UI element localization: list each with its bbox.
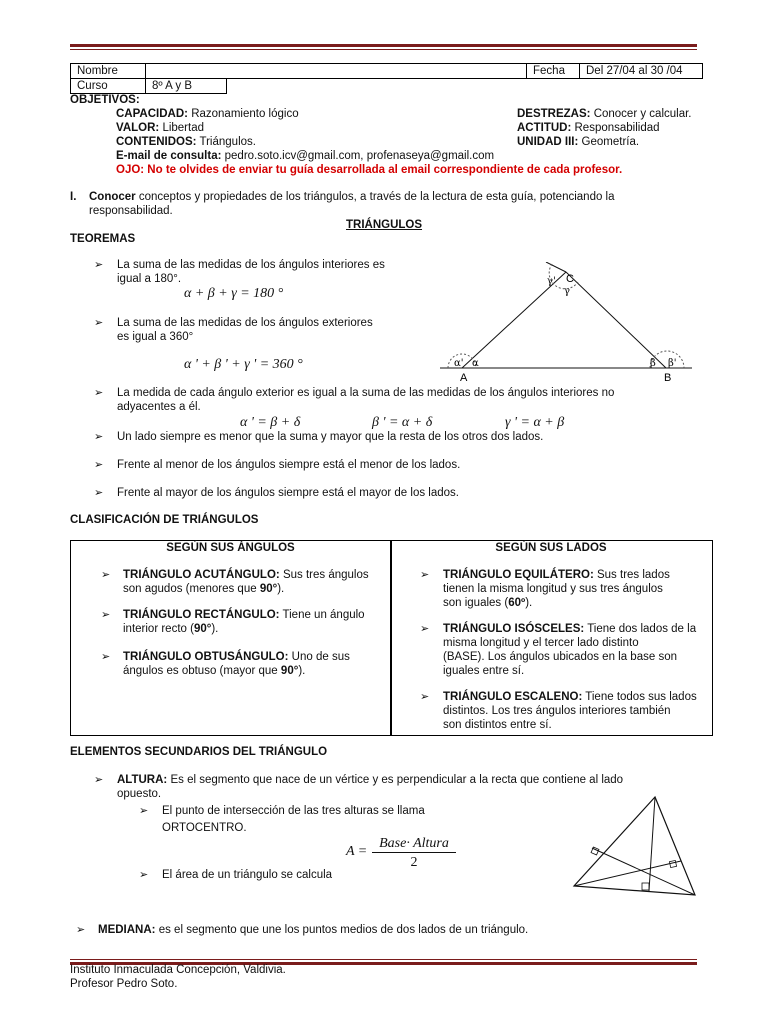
triangle-side-cb	[566, 272, 666, 368]
ortocentro-line1: El punto de intersección de las tres alturas se llama	[162, 805, 425, 817]
acutangulo-text2: son agudos (menores que	[123, 583, 257, 595]
teoremas-title: TEOREMAS	[70, 233, 136, 245]
nombre-label: Nombre	[71, 64, 146, 79]
altura-text: Es el segmento que nace de un vértice y es perpendicular a la recta que contiene al lado	[170, 774, 624, 786]
label-alpha: α	[472, 358, 479, 369]
teorema3-formula1: α ' = β + δ	[240, 415, 301, 430]
triangle-figure	[440, 262, 700, 382]
isosceles-label: TRIÁNGULO ISÓSCELES:	[443, 623, 585, 635]
label-gamma: γ	[564, 286, 570, 297]
obtusangulo-value: 90°	[280, 665, 299, 677]
equilatero-line2: tienen la misma longitud y sus tres ángulos	[443, 583, 663, 595]
intro-numeral: I.	[70, 191, 77, 203]
objetivos-title: OBJETIVOS:	[70, 94, 140, 106]
altitude-figure	[570, 793, 700, 903]
escaleno-text1: Tiene todos sus lados	[585, 691, 697, 703]
obtusangulo-label: TRIÁNGULO OBTUSÁNGULO:	[123, 651, 289, 663]
escaleno-line2: distintos. Los tres ángulos interiores también	[443, 705, 671, 717]
altura-label: ALTURA:	[117, 774, 168, 786]
email-label: E-mail de consulta:	[116, 150, 222, 162]
top-rule-thin	[70, 49, 697, 50]
intro-bold: Conocer	[89, 191, 136, 203]
area-denominator: 2	[410, 855, 418, 870]
bullet-icon: ➢	[420, 691, 430, 703]
isosceles-line2: misma longitud y el tercer lado distinto	[443, 637, 639, 649]
bullet-icon: ➢	[420, 623, 430, 635]
acutangulo-line1	[123, 569, 369, 581]
obtusangulo-text1: Uno de sus	[291, 651, 350, 663]
rectangulo-value: 90°	[193, 623, 212, 635]
area-lhs: A =	[346, 844, 368, 859]
altitude-line-2	[574, 861, 681, 886]
intro-text: conceptos y propiedades de los triángulos, a través de la lectura de esta guía, potenciando la	[138, 191, 615, 203]
mediana-line	[98, 924, 528, 936]
bullet-icon: ➢	[139, 869, 149, 881]
contenidos-value: Triángulos.	[199, 136, 256, 148]
label-gamma-ext: γ'	[547, 276, 556, 287]
right-angle-mark-2	[669, 860, 676, 867]
teorema2-formula: α ' + β ' + γ ' = 360 °	[184, 357, 303, 372]
rectangulo-text2: interior recto (	[123, 623, 194, 635]
clasificacion-title: CLASIFICACIÓN DE TRIÁNGULOS	[70, 514, 259, 526]
bullet-icon: ➢	[94, 774, 104, 786]
obtusangulo-line2	[123, 665, 305, 677]
destrezas-label: DESTREZAS:	[517, 108, 591, 120]
curso-table	[70, 78, 227, 94]
section-title: TRIÁNGULOS	[346, 219, 423, 231]
label-alpha-ext: α'	[454, 358, 464, 369]
bullet-icon: ➢	[101, 651, 111, 663]
contenidos	[116, 136, 256, 148]
rectangulo-line2	[123, 623, 218, 635]
isosceles-line1	[443, 623, 696, 635]
bullet-icon: ➢	[94, 487, 104, 499]
unidad-label: UNIDAD III:	[517, 136, 579, 148]
intro-line2: responsabilidad.	[89, 205, 173, 217]
actitud-value: Responsabilidad	[574, 122, 660, 134]
top-rule-thick	[70, 44, 697, 47]
email	[116, 150, 494, 162]
email-value[interactable]: pedro.soto.icv@gmail.com, profenaseya@gmail.com	[224, 150, 495, 162]
label-beta: β	[650, 358, 656, 369]
curso-value: 8º A y B	[146, 79, 227, 94]
teorema5: Frente al menor de los ángulos siempre está el menor de los lados.	[117, 459, 461, 471]
bullet-icon: ➢	[420, 569, 430, 581]
altitude-line-1	[649, 797, 655, 891]
intro-line1	[89, 191, 615, 203]
rectangulo-line1	[123, 609, 365, 621]
mediana-label: MEDIANA:	[98, 924, 156, 936]
bullet-icon: ➢	[101, 569, 111, 581]
label-beta-ext: β'	[668, 358, 677, 369]
acutangulo-label: TRIÁNGULO ACUTÁNGULO:	[123, 569, 280, 581]
footer-rule-thin	[70, 959, 697, 960]
teorema3-formula2: β ' = α + δ	[372, 415, 433, 430]
obtusangulo-text2: ángulos es obtuso (mayor que	[123, 665, 278, 677]
rectangulo-label: TRIÁNGULO RECTÁNGULO:	[123, 609, 280, 621]
unidad-value: Geometría.	[581, 136, 640, 148]
altitude-triangle	[574, 797, 695, 895]
curso-label: Curso	[71, 79, 146, 94]
bullet-icon: ➢	[76, 924, 86, 936]
footer-line2: Profesor Pedro Soto.	[70, 978, 178, 990]
acutangulo-end: ).	[277, 583, 285, 595]
isosceles-line4: iguales entre sí.	[443, 665, 525, 677]
bullet-icon: ➢	[94, 459, 104, 471]
rectangulo-text1: Tiene un ángulo	[282, 609, 365, 621]
unidad	[517, 136, 639, 148]
bullet-icon: ➢	[101, 609, 111, 621]
label-c: C	[566, 273, 574, 285]
label-b: B	[664, 372, 672, 382]
acutangulo-value: 90°	[259, 583, 278, 595]
altura-line2: opuesto.	[117, 788, 162, 800]
label-a: A	[460, 372, 468, 382]
acutangulo-text1: Sus tres ángulos	[282, 569, 369, 581]
isosceles-line3: (BASE). Los ángulos ubicados en la base son	[443, 651, 677, 663]
rectangulo-end: ).	[211, 623, 219, 635]
fecha-label: Fecha	[527, 64, 580, 79]
capacidad	[116, 108, 299, 120]
actitud-label: ACTITUD:	[517, 122, 572, 134]
equilatero-end: ).	[525, 597, 533, 609]
obtusangulo-end: ).	[298, 665, 306, 677]
fecha-value: Del 27/04 al 30 /04	[580, 64, 703, 79]
bullet-icon: ➢	[139, 805, 149, 817]
teorema1-formula: α + β + γ = 180 °	[184, 286, 284, 301]
teorema1-line2: igual a 180°.	[117, 273, 182, 285]
mediana-text: es el segmento que une los puntos medios de dos lados de un triángulo.	[158, 924, 529, 936]
col1-header: SEGÚN SUS ÁNGULOS	[166, 542, 295, 554]
isosceles-text1: Tiene dos lados de la	[587, 623, 697, 635]
equilatero-text1: Sus tres lados	[596, 569, 670, 581]
equilatero-line1	[443, 569, 670, 581]
contenidos-label: CONTENIDOS:	[116, 136, 197, 148]
valor-value: Libertad	[162, 122, 204, 134]
escaleno-line1	[443, 691, 697, 703]
ortocentro-line2: ORTOCENTRO.	[162, 822, 247, 834]
elementos-title: ELEMENTOS SECUNDARIOS DEL TRIÁNGULO	[70, 746, 328, 758]
area-numerator: Base· Altura	[372, 836, 456, 853]
ojo-warning: OJO: No te olvides de enviar tu guía desarrollada al email correspondiente de cada profesor.	[116, 164, 623, 176]
acutangulo-line2	[123, 583, 284, 595]
actitud	[517, 122, 660, 134]
obtusangulo-line1	[123, 651, 350, 663]
bullet-icon: ➢	[94, 431, 104, 443]
equilatero-line3	[443, 597, 532, 609]
capacidad-value: Razonamiento lógico	[191, 108, 299, 120]
equilatero-label: TRIÁNGULO EQUILÁTERO:	[443, 569, 594, 581]
teorema4: Un lado siempre es menor que la suma y mayor que la resta de los otros dos lados.	[117, 431, 544, 443]
nombre-field[interactable]	[146, 64, 527, 79]
capacidad-label: CAPACIDAD:	[116, 108, 188, 120]
destrezas	[517, 108, 691, 120]
col2-header: SEGÚN SUS LADOS	[495, 542, 607, 554]
teorema3-line1: La medida de cada ángulo exterior es igual a la suma de las medidas de los ángulos interiores no	[117, 387, 615, 399]
altura-line1	[117, 774, 623, 786]
valor-label: VALOR:	[116, 122, 160, 134]
teorema2-line2: es igual a 360°	[117, 331, 194, 343]
teorema3-line2: adyacentes a él.	[117, 401, 201, 413]
equilatero-text3: son iguales (	[443, 597, 509, 609]
teorema1-line1: La suma de las medidas de los ángulos interiores es	[117, 259, 385, 271]
valor	[116, 122, 204, 134]
destrezas-value: Conocer y calcular.	[593, 108, 692, 120]
right-angle-mark-1	[642, 883, 649, 890]
teorema3-formula3: γ ' = α + β	[505, 415, 565, 430]
equilatero-value: 60º	[508, 597, 526, 609]
teorema2-line1: La suma de las medidas de los ángulos exteriores	[117, 317, 373, 329]
triangle-ext-line	[546, 262, 566, 272]
bullet-icon: ➢	[94, 259, 104, 271]
bullet-icon: ➢	[94, 317, 104, 329]
area-text: El área de un triángulo se calcula	[162, 869, 333, 881]
footer-line1: Instituto Inmaculada Concepción, Valdivia.	[70, 964, 286, 976]
teorema6: Frente al mayor de los ángulos siempre está el mayor de los lados.	[117, 487, 459, 499]
bullet-icon: ➢	[94, 387, 104, 399]
escaleno-line3: son distintos entre sí.	[443, 719, 552, 731]
header-table	[70, 63, 703, 79]
escaleno-label: TRIÁNGULO ESCALENO:	[443, 691, 583, 703]
